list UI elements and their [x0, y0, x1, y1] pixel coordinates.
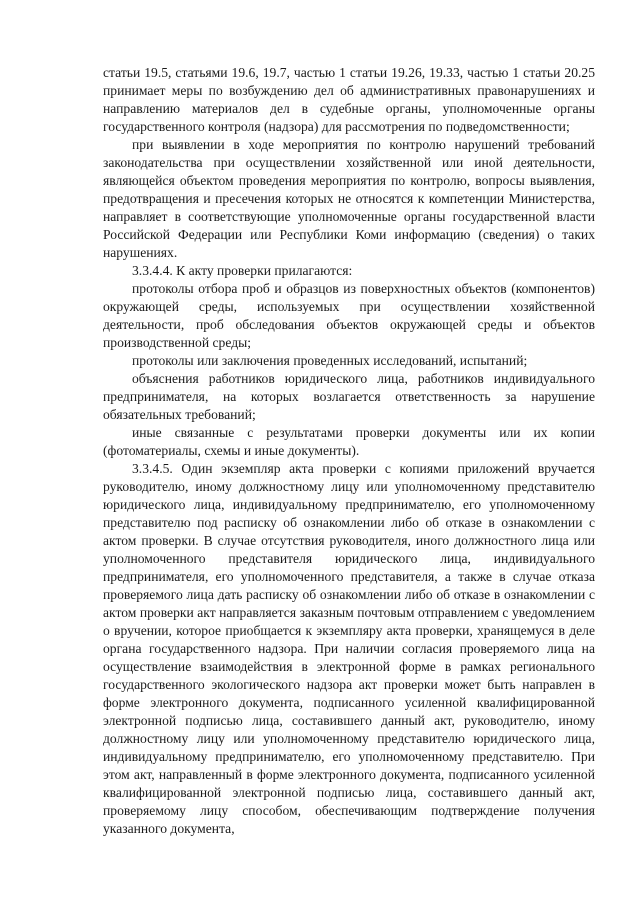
paragraph: объяснения работников юридического лица, работников индивидуального предпринимателя, на которых возлагается ответственность за нарушение обязательных требований;	[103, 371, 595, 422]
document-body	[103, 64, 595, 838]
paragraph: протоколы отбора проб и образцов из поверхностных объектов (компонентов) окружающей среды, используемых при осуществлении хозяйственной деятельности, проб обследования объектов окружающей среды и объектов производственной среды;	[103, 281, 595, 350]
paragraph: при выявлении в ходе мероприятия по контролю нарушений требований законодательства при осуществлении хозяйственной или иной деятельности, являющейся объектом проведения мероприятия по контролю, вопросы выявления, предотвращения и пресечения которых не относятся к компетенции Министерства, направляет в соответствующие уполномоченные органы государственной власти Российской Федерации или Республики Коми информацию (сведения) о таких нарушениях.	[103, 137, 595, 260]
paragraph: 3.3.4.5. Один экземпляр акта проверки с копиями приложений вручается руководителю, иному должностному лицу или уполномоченному представителю юридического лица, индивидуальному предпринимателю, его уполномоченному представителю под расписку об ознакомлении либо об отказе в ознакомлении с актом проверки. В случае отсутствия руководителя, иного должностного лица или уполномоченного представителя юридического лица, индивидуального предпринимателя, его уполномоченного представителя, а также в случае отказа проверяемого лица дать расписку об ознакомлении либо об отказе в ознакомлении с актом проверки акт направляется заказным почтовым отправлением с уведомлением о вручении, которое приобщается к экземпляру акта проверки, хранящемуся в деле органа государственного надзора. При наличии согласия проверяемого лица на осуществление взаимодействия в электронной форме в рамках регионального государственного экологического надзора акт проверки может быть направлен в форме электронного документа, подписанного усиленной квалифицированной электронной подписью лица, составившего данный акт, руководителю, иному должностному лицу или уполномоченному представителю юридического лица, индивидуальному предпринимателю, его уполномоченному представителю. При этом акт, направленный в форме электронного документа, подписанного усиленной квалифицированной электронной подписью лица, составившего данный акт, проверяемому лицу способом, обеспечивающим подтверждение получения указанного документа,	[103, 461, 595, 836]
paragraph: протоколы или заключения проведенных исследований, испытаний;	[132, 353, 528, 368]
paragraph: статьи 19.5, статьями 19.6, 19.7, частью 1 статьи 19.26, 19.33, частью 1 статьи 20.25 принимает меры по возбуждению дел об административных правонарушениях и направлению материалов дел в судебные органы, уполномоченные органы государственного контроля (надзора) для рассмотрения по подведомственности;	[103, 65, 595, 134]
paragraph: 3.3.4.4. К акту проверки прилагаются:	[132, 263, 353, 278]
paragraph: иные связанные с результатами проверки документы или их копии (фотоматериалы, схемы и иные документы).	[103, 425, 595, 458]
